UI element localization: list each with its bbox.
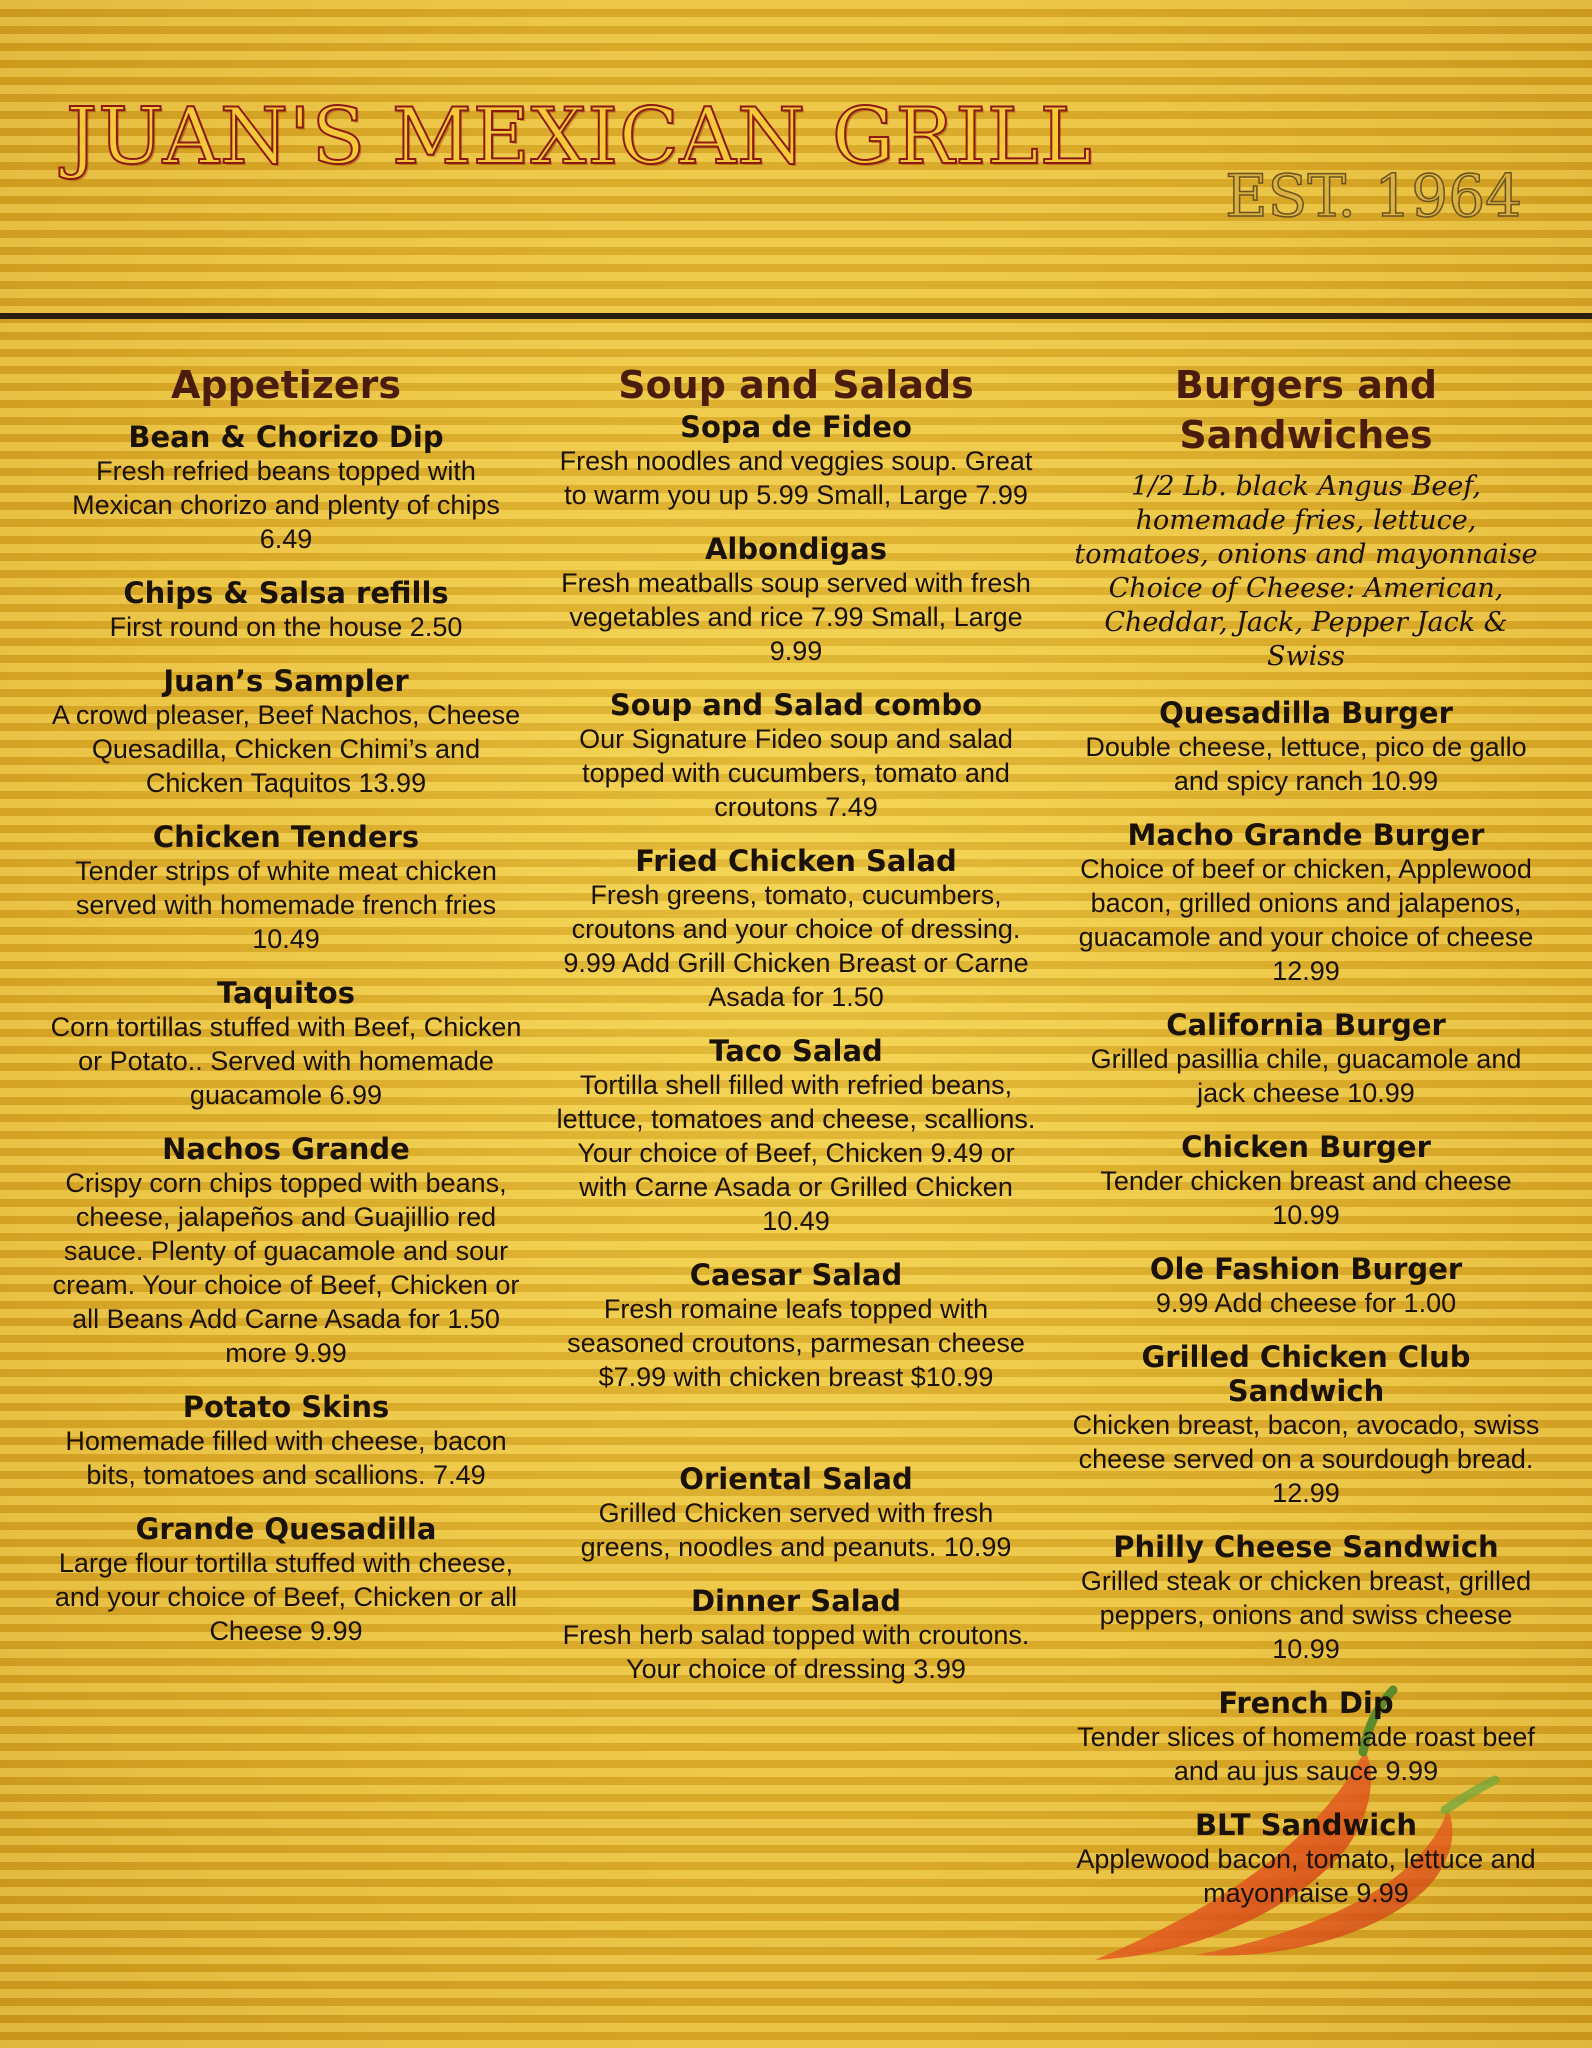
menu-header: [0, 0, 1592, 318]
appetizers-column: [46, 360, 526, 1668]
menu-item: [556, 1584, 1036, 1686]
item-description: Fresh meatballs soup served with fresh vegetables and rice 7.99 Small, Large 9.99: [561, 568, 1031, 666]
item-description: A crowd pleaser, Beef Nachos, Cheese Quesadilla, Chicken Chimi’s and Chicken Taquitos 13.99: [51, 700, 521, 798]
appetizers-heading: Appetizers: [170, 363, 402, 407]
item-name: Albondigas: [704, 532, 887, 566]
item-name: Taco Salad: [709, 1034, 883, 1068]
restaurant-title: JUAN'S MEXICAN GRILL: [66, 92, 1093, 182]
item-description: Fresh romaine leafs topped with seasoned croutons, parmesan cheese $7.99 with chicken breast $10.99: [567, 1294, 1025, 1392]
menu-item: [1066, 1340, 1546, 1510]
item-name: Macho Grande Burger: [1127, 818, 1485, 852]
item-description: Fresh greens, tomato, cucumbers, croutons and your choice of dressing. 9.99 Add Grill Chicken Breast or Carne Asada for 1.50: [563, 880, 1029, 1012]
item-description: Tender slices of homemade roast beef and au jus sauce 9.99: [1077, 1722, 1535, 1786]
item-description: 9.99 Add cheese for 1.00: [1155, 1288, 1457, 1318]
menu-item: [46, 664, 526, 800]
established-year: EST. 1964: [1225, 162, 1522, 230]
soups-heading: Soup and Salads: [618, 363, 974, 407]
menu-item: [556, 844, 1036, 1014]
item-name: Bean & Chorizo Dip: [128, 420, 444, 454]
menu-item: [46, 576, 526, 644]
item-description: Fresh refried beans topped with Mexican chorizo and plenty of chips 6.49: [72, 456, 500, 554]
item-name: Soup and Salad combo: [609, 688, 983, 722]
menu-item: [46, 820, 526, 956]
menu-item: [1066, 1808, 1546, 1910]
item-name: Chicken Burger: [1181, 1130, 1431, 1164]
item-description: Corn tortillas stuffed with Beef, Chicken or Potato.. Served with homemade guacamole 6.99: [50, 1012, 522, 1110]
menu-item: [46, 1390, 526, 1492]
item-name: Chicken Tenders: [152, 820, 420, 854]
item-name: French Dip: [1218, 1686, 1394, 1720]
menu-item: [1066, 818, 1546, 988]
item-description: First round on the house 2.50: [109, 612, 463, 642]
item-name: Oriental Salad: [679, 1462, 913, 1496]
menu-item: [46, 976, 526, 1112]
menu-item: [46, 1132, 526, 1370]
item-description: Tender strips of white meat chicken served with homemade french fries 10.49: [75, 856, 497, 954]
item-name: Caesar Salad: [689, 1258, 903, 1292]
menu-item: [556, 532, 1036, 668]
item-description: Applewood bacon, tomato, lettuce and mayonnaise 9.99: [1076, 1844, 1536, 1908]
menu-item: [556, 410, 1036, 512]
item-description: Choice of beef or chicken, Applewood bacon, grilled onions and jalapenos, guacamole and your choice of cheese 12.99: [1078, 854, 1534, 986]
menu-item: [556, 1462, 1036, 1564]
burgers-heading: Burgers and Sandwiches: [1174, 363, 1438, 457]
item-description: Tortilla shell filled with refried beans, lettuce, tomatoes and cheese, scallions. Your choice of Beef, Chicken 9.49 or with Carne Asada or Grilled Chicken 10.49: [556, 1070, 1036, 1236]
burgers-column: [1066, 360, 1546, 1930]
header-divider: [0, 313, 1592, 319]
item-description: Our Signature Fideo soup and salad topped with cucumbers, tomato and croutons 7.49: [579, 724, 1013, 822]
menu-item: [1066, 1686, 1546, 1788]
item-description: Grilled pasillia chile, guacamole and jack cheese 10.99: [1090, 1044, 1522, 1108]
item-name: Quesadilla Burger: [1159, 696, 1453, 730]
menu-item: [556, 688, 1036, 824]
menu-item: [1066, 1130, 1546, 1232]
item-description: Grilled steak or chicken breast, grilled peppers, onions and swiss cheese 10.99: [1080, 1566, 1532, 1664]
item-name: Potato Skins: [182, 1390, 390, 1424]
menu-item: [556, 1034, 1036, 1238]
item-name: Sopa de Fideo: [680, 410, 912, 444]
menu-item: [1066, 1008, 1546, 1110]
item-description: Tender chicken breast and cheese 10.99: [1100, 1166, 1512, 1230]
item-name: Juan’s Sampler: [163, 664, 409, 698]
item-name: Fried Chicken Salad: [635, 844, 957, 878]
menu-item: [46, 420, 526, 556]
item-description: Fresh noodles and veggies soup. Great to warm you up 5.99 Small, Large 7.99: [559, 446, 1033, 510]
item-description: Homemade filled with cheese, bacon bits, tomatoes and scallions. 7.49: [65, 1426, 507, 1490]
item-name: Grande Quesadilla: [135, 1512, 437, 1546]
item-description: Crispy corn chips topped with beans, cheese, jalapeños and Guajillio red sauce. Plenty of guacamole and sour cream. Your choice of Beef, Chicken or all Beans Add Carne Asada for 1.50 more 9.99: [52, 1168, 520, 1368]
burgers-note: 1/2 Lb. black Angus Beef, homemade fries, lettuce, tomatoes, onions and mayonnaise Choice of Cheese: American, Cheddar, Jack, Pepper Jack & Swiss: [1074, 471, 1538, 672]
menu-item: [1066, 1530, 1546, 1666]
item-description: Large flour tortilla stuffed with cheese, and your choice of Beef, Chicken or all Cheese 9.99: [54, 1548, 518, 1646]
item-name: Ole Fashion Burger: [1149, 1252, 1463, 1286]
item-name: Chips & Salsa refills: [123, 576, 449, 610]
item-name: Dinner Salad: [690, 1584, 902, 1618]
item-description: Double cheese, lettuce, pico de gallo and spicy ranch 10.99: [1085, 732, 1527, 796]
item-description: Grilled Chicken served with fresh greens, noodles and peanuts. 10.99: [580, 1498, 1012, 1562]
item-name: Taquitos: [216, 976, 355, 1010]
item-name: BLT Sandwich: [1194, 1808, 1418, 1842]
item-description: Chicken breast, bacon, avocado, swiss cheese served on a sourdough bread. 12.99: [1072, 1410, 1540, 1508]
item-name: Grilled Chicken Club Sandwich: [1141, 1340, 1471, 1408]
spacer: [556, 1414, 1036, 1462]
item-description: Fresh herb salad topped with croutons. Your choice of dressing 3.99: [562, 1620, 1030, 1684]
item-name: Philly Cheese Sandwich: [1113, 1530, 1499, 1564]
menu-item: [46, 1512, 526, 1648]
menu-item: [1066, 696, 1546, 798]
soups-column: [556, 360, 1036, 1706]
menu-item: [1066, 1252, 1546, 1320]
item-name: Nachos Grande: [162, 1132, 410, 1166]
menu-item: [556, 1258, 1036, 1394]
item-name: California Burger: [1166, 1008, 1446, 1042]
